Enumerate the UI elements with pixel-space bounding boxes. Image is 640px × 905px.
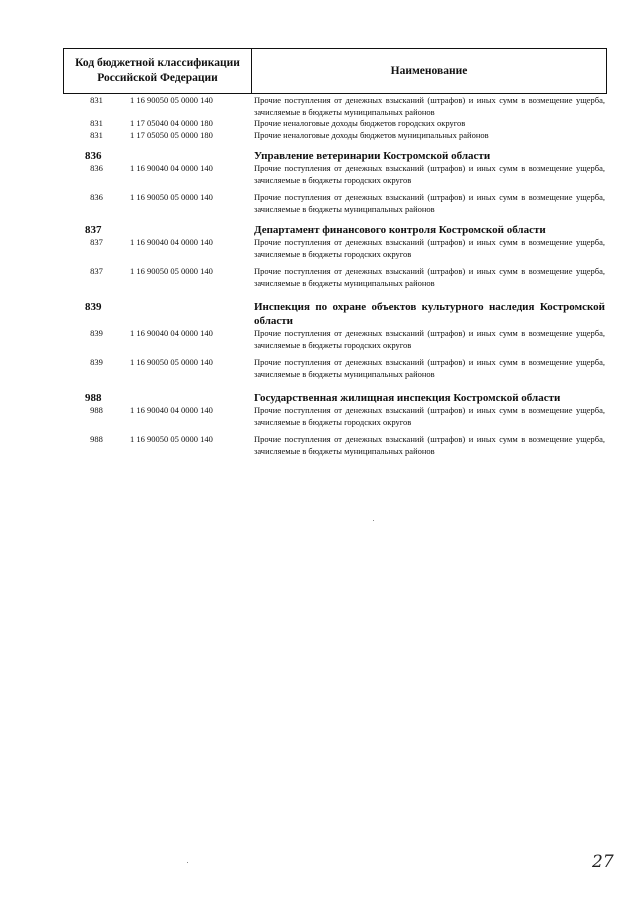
table-row (63, 405, 607, 428)
revenue-name: Прочие поступления от денежных взысканий (штрафов) и иных сумм в возмещение ущерба, зачисляемые в бюджеты муниципальных районов (254, 192, 605, 214)
header-code-label: Код бюджетной классификации Российской Федерации (64, 49, 252, 93)
budget-code: 1 16 90050 05 0000 140 (130, 434, 213, 444)
revenue-name: Прочие неналоговые доходы бюджетов городских округов (254, 118, 466, 128)
table-row (63, 118, 607, 130)
admin-code: 837 (85, 224, 102, 236)
administrator-name: Департамент финансового контроля Костромской области (254, 224, 546, 236)
admin-code: 839 (85, 301, 102, 313)
administrator-name: Инспекция по охране объектов культурного наследия Костромской области (254, 301, 605, 327)
admin-code: 831 (90, 129, 103, 140)
table-row (63, 130, 607, 142)
budget-code: 1 16 90050 05 0000 140 (130, 357, 213, 367)
budget-code (130, 300, 254, 328)
budget-code: 1 16 90040 04 0000 140 (130, 328, 213, 338)
admin-code: 837 (90, 237, 103, 247)
budget-code (130, 149, 254, 163)
admin-code: 831 (90, 118, 103, 128)
table-row (63, 328, 607, 351)
budget-code: 1 17 05050 05 0000 180 (130, 129, 213, 140)
scan-speck (373, 520, 374, 521)
table-row (63, 192, 607, 215)
admin-code: 837 (90, 266, 103, 276)
budget-code: 1 16 90040 04 0000 140 (130, 237, 213, 247)
administrator-heading-row (63, 300, 607, 328)
table-row (63, 95, 607, 118)
revenue-name: Прочие поступления от денежных взысканий (штрафов) и иных сумм в возмещение ущерба, зачисляемые в бюджеты городских округов (254, 405, 605, 427)
revenue-name: Прочие поступления от денежных взысканий (штрафов) и иных сумм в возмещение ущерба, зачисляемые в бюджеты муниципальных районов (254, 357, 605, 379)
administrator-heading-row (63, 391, 607, 405)
page-number: 27 (592, 852, 614, 872)
table-row (63, 266, 607, 289)
table-body (63, 95, 607, 457)
admin-code: 839 (90, 357, 103, 367)
revenue-name: Прочие поступления от денежных взысканий (штрафов) и иных сумм в возмещение ущерба, зачисляемые в бюджеты городских округов (254, 163, 605, 185)
budget-code: 1 16 90050 05 0000 140 (130, 266, 213, 276)
revenue-name: Прочие поступления от денежных взысканий (штрафов) и иных сумм в возмещение ущерба, зачисляемые в бюджеты муниципальных районов (254, 95, 605, 117)
table-row (63, 237, 607, 260)
revenue-name: Прочие поступления от денежных взысканий (штрафов) и иных сумм в возмещение ущерба, зачисляемые в бюджеты городских округов (254, 237, 605, 259)
admin-code: 836 (90, 163, 103, 173)
budget-code: 1 16 90050 05 0000 140 (130, 95, 213, 105)
administrator-name: Государственная жилищная инспекция Костромской области (254, 392, 561, 404)
budget-code (130, 223, 254, 237)
header-name-label: Наименование (390, 65, 468, 77)
budget-code: 1 16 90040 04 0000 140 (130, 405, 213, 415)
budget-code: 1 16 90040 04 0000 140 (130, 163, 213, 173)
administrator-heading-row (63, 223, 607, 237)
administrator-name: Управление ветеринарии Костромской области (254, 150, 491, 162)
admin-code: 988 (90, 405, 103, 415)
revenue-name: Прочие поступления от денежных взысканий (штрафов) и иных сумм в возмещение ущерба, зачисляемые в бюджеты муниципальных районов (254, 266, 605, 288)
administrator-heading-row (63, 149, 607, 163)
scan-speck (187, 862, 188, 863)
budget-code (130, 391, 254, 405)
admin-code: 836 (85, 150, 102, 162)
table-row (63, 434, 607, 457)
admin-code: 831 (90, 95, 103, 105)
revenue-name: Прочие поступления от денежных взысканий (штрафов) и иных сумм в возмещение ущерба, зачисляемые в бюджеты муниципальных районов (254, 434, 605, 456)
table-header (63, 48, 607, 94)
admin-code: 988 (90, 434, 103, 444)
table-row (63, 163, 607, 186)
admin-code: 836 (90, 192, 103, 202)
revenue-name: Прочие неналоговые доходы бюджетов муниципальных районов (254, 129, 489, 140)
table-row (63, 357, 607, 380)
admin-code: 988 (85, 392, 102, 404)
budget-code: 1 17 05040 04 0000 180 (130, 118, 213, 128)
budget-code: 1 16 90050 05 0000 140 (130, 192, 213, 202)
revenue-name: Прочие поступления от денежных взысканий (штрафов) и иных сумм в возмещение ущерба, зачисляемые в бюджеты городских округов (254, 328, 605, 350)
admin-code: 839 (90, 328, 103, 338)
